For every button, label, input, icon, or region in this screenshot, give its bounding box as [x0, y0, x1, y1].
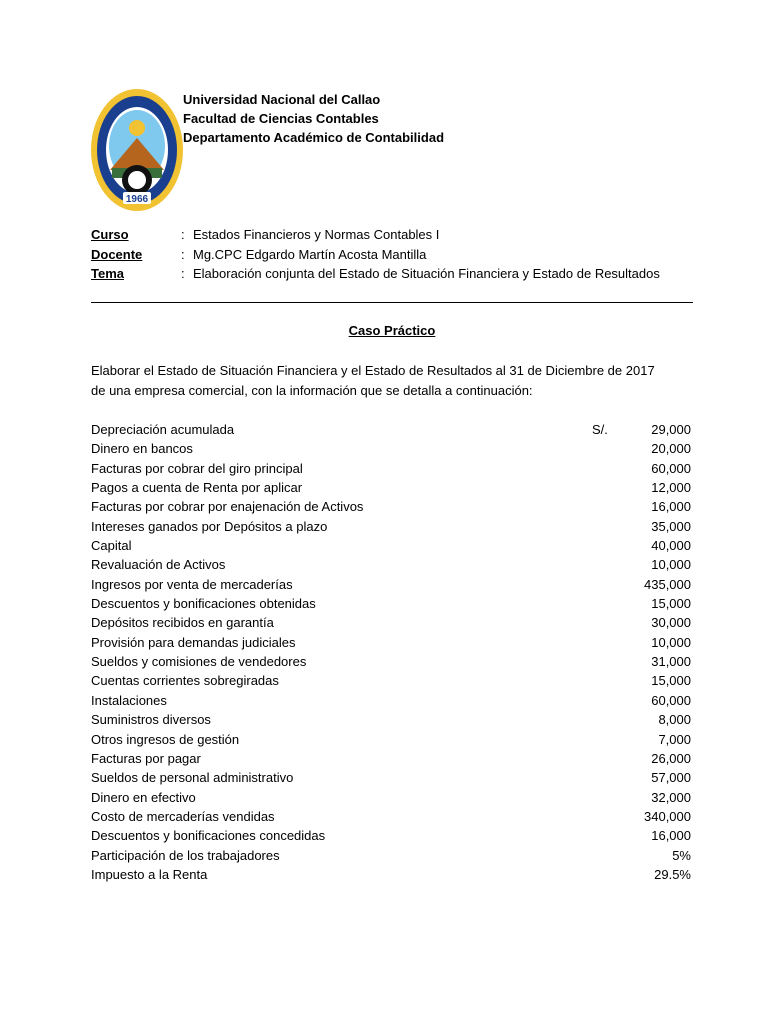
topic-value: Elaboración conjunta del Estado de Situación Financiera y Estado de Resultados	[193, 266, 660, 281]
list-item	[91, 691, 693, 710]
item-value: 35,000	[651, 518, 691, 534]
item-label: Costo de mercaderías vendidas	[91, 808, 275, 824]
list-item	[91, 730, 693, 749]
item-value: 31,000	[651, 654, 691, 670]
list-item	[91, 517, 693, 536]
institution-header	[183, 90, 444, 147]
item-value: 26,000	[651, 750, 691, 766]
teacher-row: Docente : Mg.CPC Edgardo Martín Acosta Mantilla	[91, 245, 660, 265]
course-info	[91, 225, 660, 284]
account-items-list	[91, 420, 693, 884]
topic-label: Tema	[91, 266, 124, 281]
list-item	[91, 768, 693, 787]
horizontal-divider	[91, 302, 693, 303]
list-item	[91, 536, 693, 555]
list-item	[91, 420, 693, 439]
item-label: Revaluación de Activos	[91, 557, 226, 573]
topic-row: Tema : Elaboración conjunta del Estado de Situación Financiera y Estado de Resultados	[91, 264, 660, 284]
item-value: 20,000	[651, 441, 691, 457]
item-label: Cuentas corrientes sobregiradas	[91, 673, 279, 689]
item-label: Otros ingresos de gestión	[91, 731, 240, 747]
course-label: Curso	[91, 227, 129, 242]
item-value: 10,000	[651, 557, 691, 573]
item-value: 60,000	[651, 460, 691, 476]
faculty-name: Facultad de Ciencias Contables	[183, 111, 379, 126]
list-item	[91, 846, 693, 865]
item-value: 15,000	[651, 596, 691, 612]
item-value: 10,000	[651, 634, 691, 650]
item-label: Depósitos recibidos en garantía	[91, 615, 274, 631]
item-value: 40,000	[651, 538, 691, 554]
list-item	[91, 788, 693, 807]
item-label: Pagos a cuenta de Renta por aplicar	[91, 480, 303, 496]
item-label: Dinero en efectivo	[91, 789, 196, 805]
item-label: Ingresos por venta de mercaderías	[91, 576, 293, 592]
list-item	[91, 710, 693, 729]
department-name: Departamento Académico de Contabilidad	[183, 130, 445, 145]
item-label: Sueldos de personal administrativo	[91, 770, 294, 786]
item-label: Capital	[91, 538, 132, 554]
item-label: Facturas por cobrar del giro principal	[91, 460, 303, 476]
list-item	[91, 826, 693, 845]
item-label: Descuentos y bonificaciones concedidas	[91, 828, 326, 844]
item-value: 435,000	[644, 576, 691, 592]
item-value: 60,000	[651, 692, 691, 708]
item-value: 29,000	[651, 422, 691, 437]
list-item	[91, 555, 693, 574]
item-value: 16,000	[651, 499, 691, 515]
item-value: 57,000	[651, 770, 691, 786]
item-value: 16,000	[651, 828, 691, 844]
university-seal-logo	[90, 88, 184, 212]
item-value: 30,000	[651, 615, 691, 631]
item-label: Depreciación acumulada	[91, 422, 235, 437]
intro-paragraph	[91, 361, 655, 401]
case-title: Caso Práctico	[348, 323, 436, 338]
teacher-value: Mg.CPC Edgardo Martín Acosta Mantilla	[193, 246, 427, 262]
course-row: Curso : Estados Financieros y Normas Contables I	[91, 225, 660, 245]
item-value: 29.5%	[654, 866, 691, 882]
list-item	[91, 865, 693, 884]
item-label: Instalaciones	[91, 692, 167, 708]
teacher-label: Docente	[91, 246, 143, 262]
item-value: 8,000	[658, 712, 691, 728]
item-label: Provisión para demandas judiciales	[91, 634, 296, 650]
list-item	[91, 478, 693, 497]
logo-year: 1966	[125, 194, 149, 205]
item-value: 5%	[672, 847, 691, 863]
list-item	[91, 613, 693, 632]
intro-line: de una empresa comercial, con la información que se detalla a continuación:	[91, 383, 533, 398]
item-label: Sueldos y comisiones de vendedores	[91, 654, 307, 670]
item-value: 7,000	[658, 731, 691, 747]
item-label: Descuentos y bonificaciones obtenidas	[91, 596, 316, 612]
item-value: 32,000	[651, 789, 691, 805]
list-item	[91, 749, 693, 768]
list-item	[91, 633, 693, 652]
list-item	[91, 671, 693, 690]
intro-line: Elaborar el Estado de Situación Financiera y el Estado de Resultados al 31 de Diciembre de 2017	[91, 363, 655, 378]
item-label: Intereses ganados por Depósitos a plazo	[91, 518, 328, 534]
currency-symbol: S/.	[592, 422, 608, 437]
list-item	[91, 459, 693, 478]
item-label: Facturas por pagar	[91, 750, 201, 766]
list-item	[91, 497, 693, 516]
item-label: Suministros diversos	[91, 712, 211, 728]
item-label: Impuesto a la Renta	[91, 866, 208, 882]
item-label: Facturas por cobrar por enajenación de Activos	[91, 499, 364, 515]
list-item	[91, 439, 693, 458]
list-item	[91, 594, 693, 613]
university-name: Universidad Nacional del Callao	[183, 92, 381, 107]
item-label: Participación de los trabajadores	[91, 847, 280, 863]
item-value: 15,000	[651, 673, 691, 689]
list-item	[91, 575, 693, 594]
list-item	[91, 807, 693, 826]
item-label: Dinero en bancos	[91, 441, 193, 457]
item-value: 340,000	[644, 808, 691, 824]
item-value: 12,000	[651, 480, 691, 496]
course-value: Estados Financieros y Normas Contables I	[193, 227, 440, 242]
list-item	[91, 652, 693, 671]
